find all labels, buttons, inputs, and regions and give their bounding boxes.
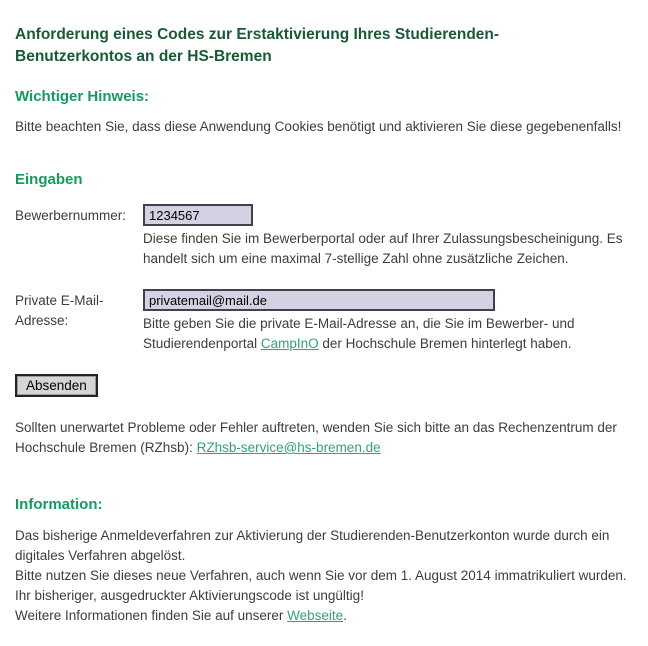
applicant-number-row (15, 204, 644, 269)
applicant-number-help: Diese finden Sie im Bewerberportal oder auf Ihrer Zulassungsbescheinigung. Es handelt sich um eine maximal 7-stellige Zahl ohne zusätzliche Zeichen. (143, 231, 623, 266)
campino-link[interactable]: CampInO (260, 336, 319, 351)
email-help-text-before: Bitte geben Sie die private E-Mail-Adresse an, die Sie im Bewerber- und Studierendenportal (143, 316, 575, 351)
email-field (143, 289, 644, 354)
information-text (15, 526, 644, 626)
info-line-2: Bitte nutzen Sie dieses neue Verfahren, auch wenn Sie vor dem 1. August 2014 immatrikuliert wurden. Ihr bisheriger, ausgedruckter Aktivierungscode ist ungültig! (15, 568, 627, 603)
information-heading: Information: (15, 496, 103, 513)
applicant-number-field (143, 204, 644, 269)
email-input[interactable] (143, 289, 495, 311)
info-line-3-after: . (343, 608, 347, 623)
notice-heading: Wichtiger Hinweis: (15, 88, 150, 105)
email-row (15, 289, 644, 354)
applicant-number-input[interactable] (143, 204, 253, 226)
info-line-3-before: Weitere Informationen finden Sie auf unserer (15, 608, 288, 623)
email-help (143, 314, 635, 354)
support-note (15, 418, 644, 458)
email-help-text-after: der Hochschule Bremen hinterlegt haben. (318, 336, 572, 351)
info-line-1: Das bisherige Anmeldeverfahren zur Aktivierung der Studierenden-Benutzerkonton wurde durch ein digitales Verfahren abgelöst. (15, 528, 610, 563)
submit-button[interactable]: Absenden (15, 374, 98, 397)
email-label: Private E-Mail-Adresse: (15, 293, 104, 328)
webseite-link[interactable]: Webseite (287, 608, 344, 623)
applicant-number-label: Bewerbernummer: (15, 208, 127, 223)
support-email-link[interactable]: RZhsb-service@hs-bremen.de (196, 440, 381, 455)
support-text: Sollten unerwartet Probleme oder Fehler auftreten, wenden Sie sich bitte an das Rechenzentrum der Hochschule Bremen (RZhsb): (15, 420, 617, 455)
page-title: Anforderung eines Codes zur Erstaktivierung Ihres Studierenden-Benutzerkontos an der HS-Bremen (15, 26, 500, 65)
form-heading: Eingaben (15, 171, 83, 188)
notice-text: Bitte beachten Sie, dass diese Anwendung Cookies benötigt und aktivieren Sie diese gegebenenfalls! (15, 119, 622, 134)
